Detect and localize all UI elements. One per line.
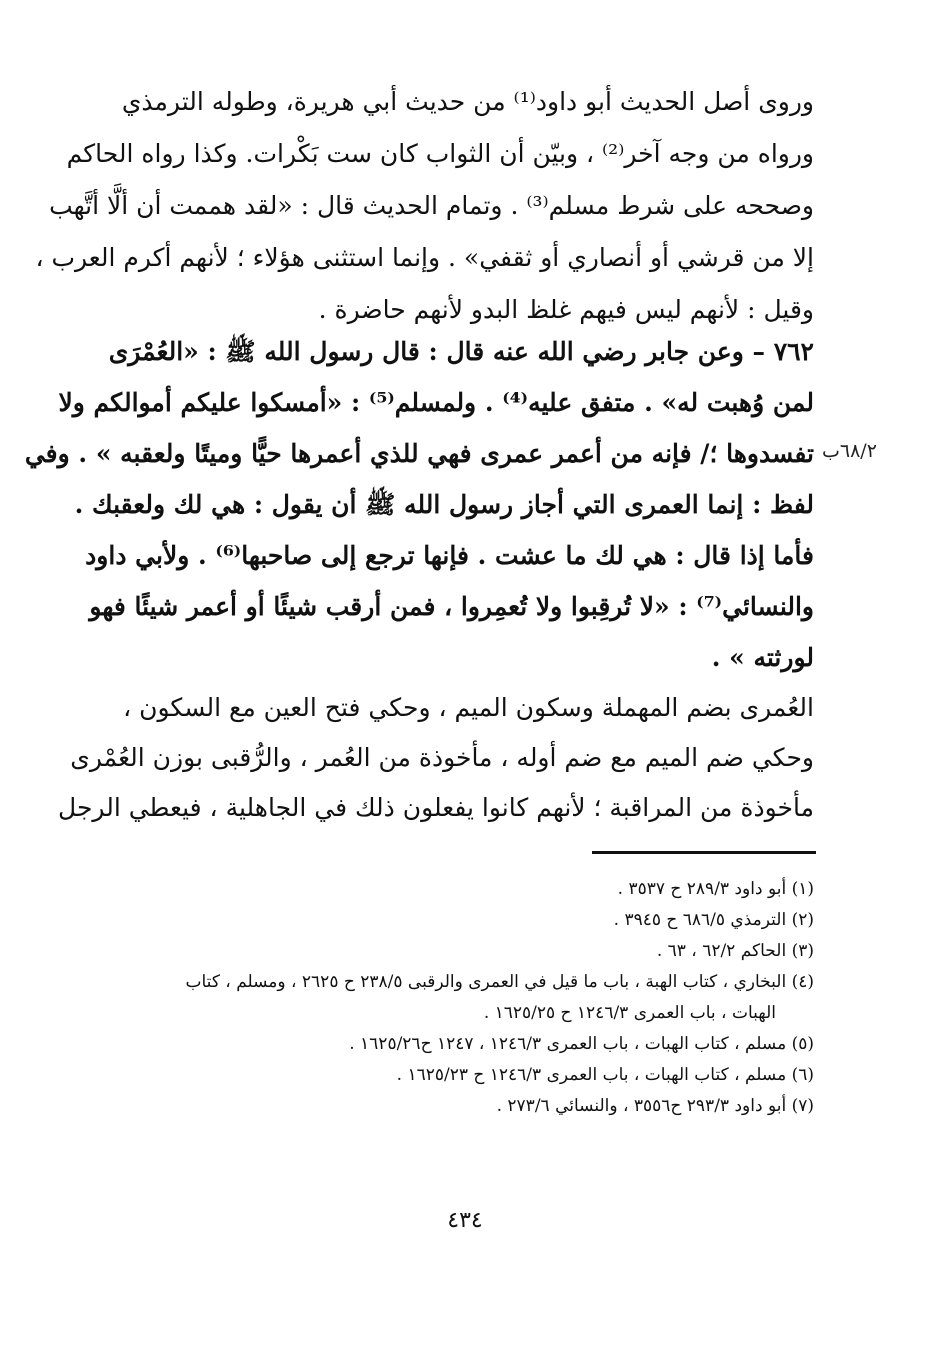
paragraph-commentary-1 xyxy=(35,76,814,336)
text-line: وقيل : لأنهم ليس فيهم غلظ البدو لأنهم حاضرة . xyxy=(318,295,814,324)
footnote-separator xyxy=(592,851,816,854)
footnote: (٥) مسلم ، كتاب الهبات ، باب العمرى ١٢٤٦/٣ ، ١٢٤٧ ح١٦٢٥/٢٦ . xyxy=(349,1034,814,1054)
text-line: لمن وُهبت له» . متفق عليه⁽⁴⁾ . ولمسلم⁽⁵⁾ : «أمسكوا عليكم أموالكم ولا xyxy=(58,388,814,417)
text-line: وروى أصل الحديث أبو داود⁽¹⁾ من حديث أبي هريرة، وطوله الترمذي xyxy=(121,87,814,116)
text-line: ورواه من وجه آخر⁽²⁾ ، وبيّن أن الثواب كان ست بَكْرات. وكذا رواه الحاكم xyxy=(66,139,814,168)
text-line: مأخوذة من المراقبة ؛ لأنهم كانوا يفعلون ذلك في الجاهلية ، فيعطي الرجل xyxy=(58,793,814,822)
manuscript-folio-note: ٦٨/٢ب xyxy=(822,440,877,462)
text-line: العُمرى بضم المهملة وسكون الميم ، وحكي فتح العين مع السكون ، xyxy=(123,693,814,722)
hadith-762-text xyxy=(24,326,814,683)
text-line: لورثته » . xyxy=(711,643,814,672)
footnote: (١) أبو داود ٢٨٩/٣ ح ٣٥٣٧ . xyxy=(617,879,814,899)
footnote: (٤) البخاري ، كتاب الهبة ، باب ما قيل في العمرى والرقبى ٢٣٨/٥ ح ٢٦٢٥ ، ومسلم ، كتاب xyxy=(185,972,814,992)
text-line: ٧٦٢ – وعن جابر رضي الله عنه قال : قال رسول الله ﷺ : «العُمْرَى xyxy=(108,337,814,366)
text-line: تفسدوها ؛/ فإنه من أعمر عمرى فهي للذي أعمرها حيًّا وميتًا ولعقبه » . وفي xyxy=(24,439,814,468)
footnote-continuation: الهبات ، باب العمرى ١٢٤٦/٣ ح ١٦٢٥/٢٥ . xyxy=(483,1003,776,1023)
paragraph-commentary-2 xyxy=(58,683,814,833)
page-number: ٤٣٤ xyxy=(447,1208,483,1233)
text-line: لفظ : إنما العمرى التي أجاز رسول الله ﷺ أن يقول : هي لك ولعقبك . xyxy=(74,490,814,519)
text-line: وحكي ضم الميم مع ضم أوله ، مأخوذة من العُمر ، والرُّقبى بوزن العُمْرى xyxy=(70,743,814,772)
text-line: والنسائي⁽⁷⁾ : «لا تُرقِبوا ولا تُعمِروا ، فمن أرقب شيئًا أو أعمر شيئًا فهو xyxy=(89,592,814,621)
footnotes xyxy=(112,874,814,1122)
footnote: (٧) أبو داود ٢٩٣/٣ ح٣٥٥٦ ، والنسائي ٢٧٣/٦ . xyxy=(496,1096,814,1116)
text-line: إلا من قرشي أو أنصاري أو ثقفي» . وإنما استثنى هؤلاء ؛ لأنهم أكرم العرب ، xyxy=(35,243,814,272)
footnote: (٣) الحاكم ٦٢/٢ ، ٦٣ . xyxy=(656,941,814,961)
footnote: (٦) مسلم ، كتاب الهبات ، باب العمرى ١٢٤٦/٣ ح ١٦٢٥/٢٣ . xyxy=(396,1065,814,1085)
text-line: وصححه على شرط مسلم⁽³⁾ . وتمام الحديث قال : «لقد هممت أن ألَّا أتَّهب xyxy=(49,191,814,220)
footnote: (٢) الترمذي ٦٨٦/٥ ح ٣٩٤٥ . xyxy=(613,910,814,930)
text-line: فأما إذا قال : هي لك ما عشت . فإنها ترجع إلى صاحبها⁽⁶⁾ . ولأبي داود xyxy=(85,541,814,570)
